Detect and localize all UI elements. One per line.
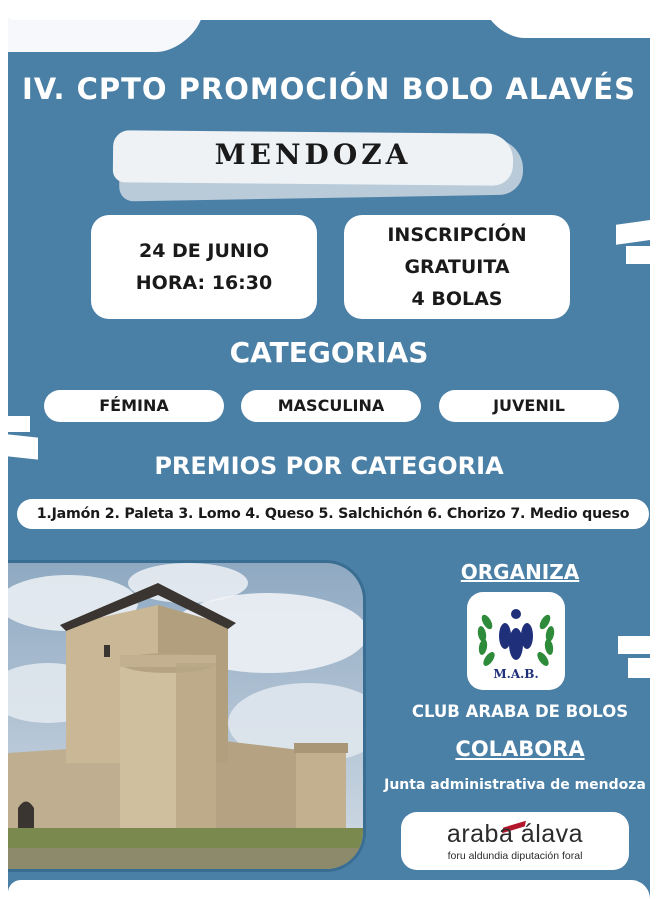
prizes-heading: PREMIOS POR CATEGORIA [154,452,504,480]
araba-alava-logo [401,812,629,870]
category-masculina: MASCULINA [241,390,421,422]
brush-stroke-left-1 [8,416,30,432]
registration-line-2: GRATUITA [404,256,510,278]
category-femina: FÉMINA [44,390,224,422]
club-name: CLUB ARABA DE BOLOS [411,702,629,721]
bowling-pins-logo-icon [467,592,565,690]
registration-line-1: INSCRIPCIÓN [387,224,527,246]
araba-logo-subtitle: foru aldundia diputación foral [447,850,583,862]
registration-line-3: 4 BOLAS [411,288,503,310]
brush-stroke-bottom [8,880,650,899]
castle-illustration [8,563,366,872]
castle-photo [8,560,366,872]
event-date: 24 DE JUNIO [138,240,270,262]
brush-stroke-top-left [8,0,210,52]
mab-logo [467,592,565,690]
brush-stroke-right-1b [626,246,650,264]
araba-logo-title: araba álava [446,820,584,848]
event-time: HORA: 16:30 [135,272,273,294]
collaborator-heading: COLABORA [455,737,585,761]
logo-text: M.A.B. [493,667,539,681]
organizer-heading: ORGANIZA [460,560,580,584]
location-name: MENDOZA [214,138,412,171]
brush-stroke-top-right [481,0,650,38]
location-banner [113,126,523,198]
event-title: IV. CPTO PROMOCIÓN BOLO ALAVÉS [21,72,636,106]
date-box [91,215,317,319]
registration-box [344,215,570,319]
categories-heading: CATEGORIAS [229,336,429,369]
collaborator-name: Junta administrativa de mendoza [384,777,646,793]
brush-stroke-right-2b [628,658,650,678]
brush-stroke-right-2 [618,636,650,654]
brush-stroke-right-1 [616,219,650,245]
category-juvenil: JUVENIL [439,390,619,422]
prizes-list: 1.Jamón 2. Paleta 3. Lomo 4. Queso 5. Salchichón 6. Chorizo 7. Medio queso [17,499,649,529]
event-poster [8,0,650,899]
